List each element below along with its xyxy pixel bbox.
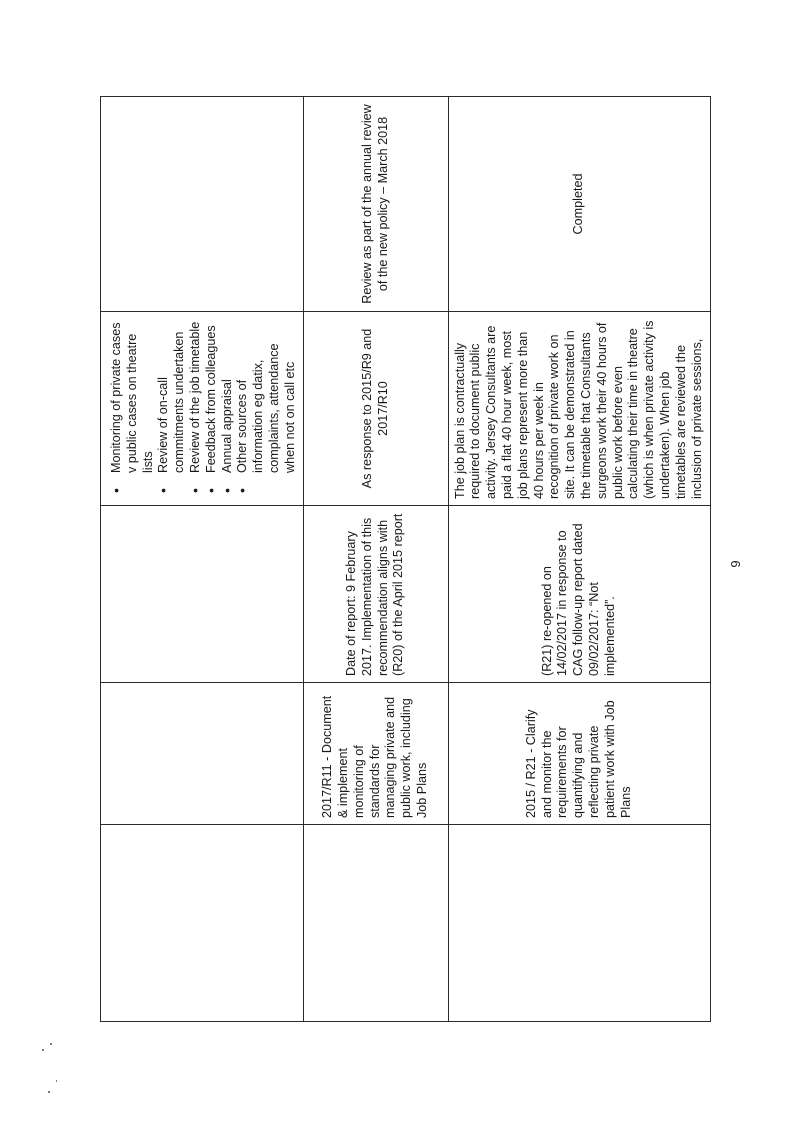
report-date-cell: (R21) re-opened on 14/02/2017 in response to CAG follow-up report dated 09/02/2017: “Not implemented”. bbox=[448, 506, 710, 683]
table-cell bbox=[101, 825, 304, 1022]
scan-speck bbox=[48, 1091, 50, 1093]
list-item: • Feedback from colleagues bbox=[204, 318, 220, 473]
status-cell: Completed bbox=[448, 97, 710, 312]
response-cell: The job plan is contractually required to document public activity. Jersey Consultants are paid a flat 40 hour week, most job plans represent more than 40 hours per week in recognition of private work on site. It can be demonstrated in the timetable that Consultants surgeons work their 40 hours of public work before even calculating their time in theatre (which is when private activity is undertaken). When job timetables are reviewed the inclusion of private sessions, bbox=[448, 312, 710, 506]
recommendations-table bbox=[100, 96, 711, 1022]
list-item: • Other sources of information eg datix, complaints, attendance when not on call etc bbox=[235, 318, 298, 473]
list-item: • Review of on-call commitments undertaken bbox=[156, 318, 188, 473]
monitoring-methods-cell bbox=[101, 312, 304, 506]
page-number: 9 bbox=[728, 560, 743, 568]
report-date-cell: Date of report: 9 February 2017. Implementation of this recommendation aligns with (R20) of the April 2015 report bbox=[303, 506, 448, 683]
scan-speck bbox=[56, 1080, 57, 1082]
list-item: • Review of the job timetable bbox=[188, 318, 204, 473]
table-row bbox=[448, 97, 710, 1022]
scan-speck bbox=[42, 1049, 44, 1051]
scan-speck bbox=[50, 1043, 52, 1045]
list-item: • Monitoring of private cases v public cases on theatre lists bbox=[109, 318, 156, 473]
recommendation-cell: 2015 / R21 - Clarify and monitor the requirements for quantifying and reflecting private patient work with Job Plans bbox=[448, 683, 710, 825]
table-cell bbox=[101, 683, 304, 825]
recommendation-cell: 2017/R11 - Document & implement monitoring of standards for managing private and public work, including Job Plans bbox=[303, 683, 448, 825]
rotated-table-container bbox=[100, 97, 704, 1022]
list-item: • Annual appraisal bbox=[220, 318, 236, 473]
table-cell bbox=[101, 97, 304, 312]
table-cell bbox=[448, 825, 710, 1022]
table-cell bbox=[101, 506, 304, 683]
response-cell: As response to 2015/R9 and 2017/R10 bbox=[303, 312, 448, 506]
table-row bbox=[303, 97, 448, 1022]
table-row bbox=[101, 97, 304, 1022]
table-cell bbox=[303, 825, 448, 1022]
monitoring-methods-list bbox=[109, 318, 299, 499]
status-cell: Review as part of the annual review of the new policy – March 2018 bbox=[303, 97, 448, 312]
